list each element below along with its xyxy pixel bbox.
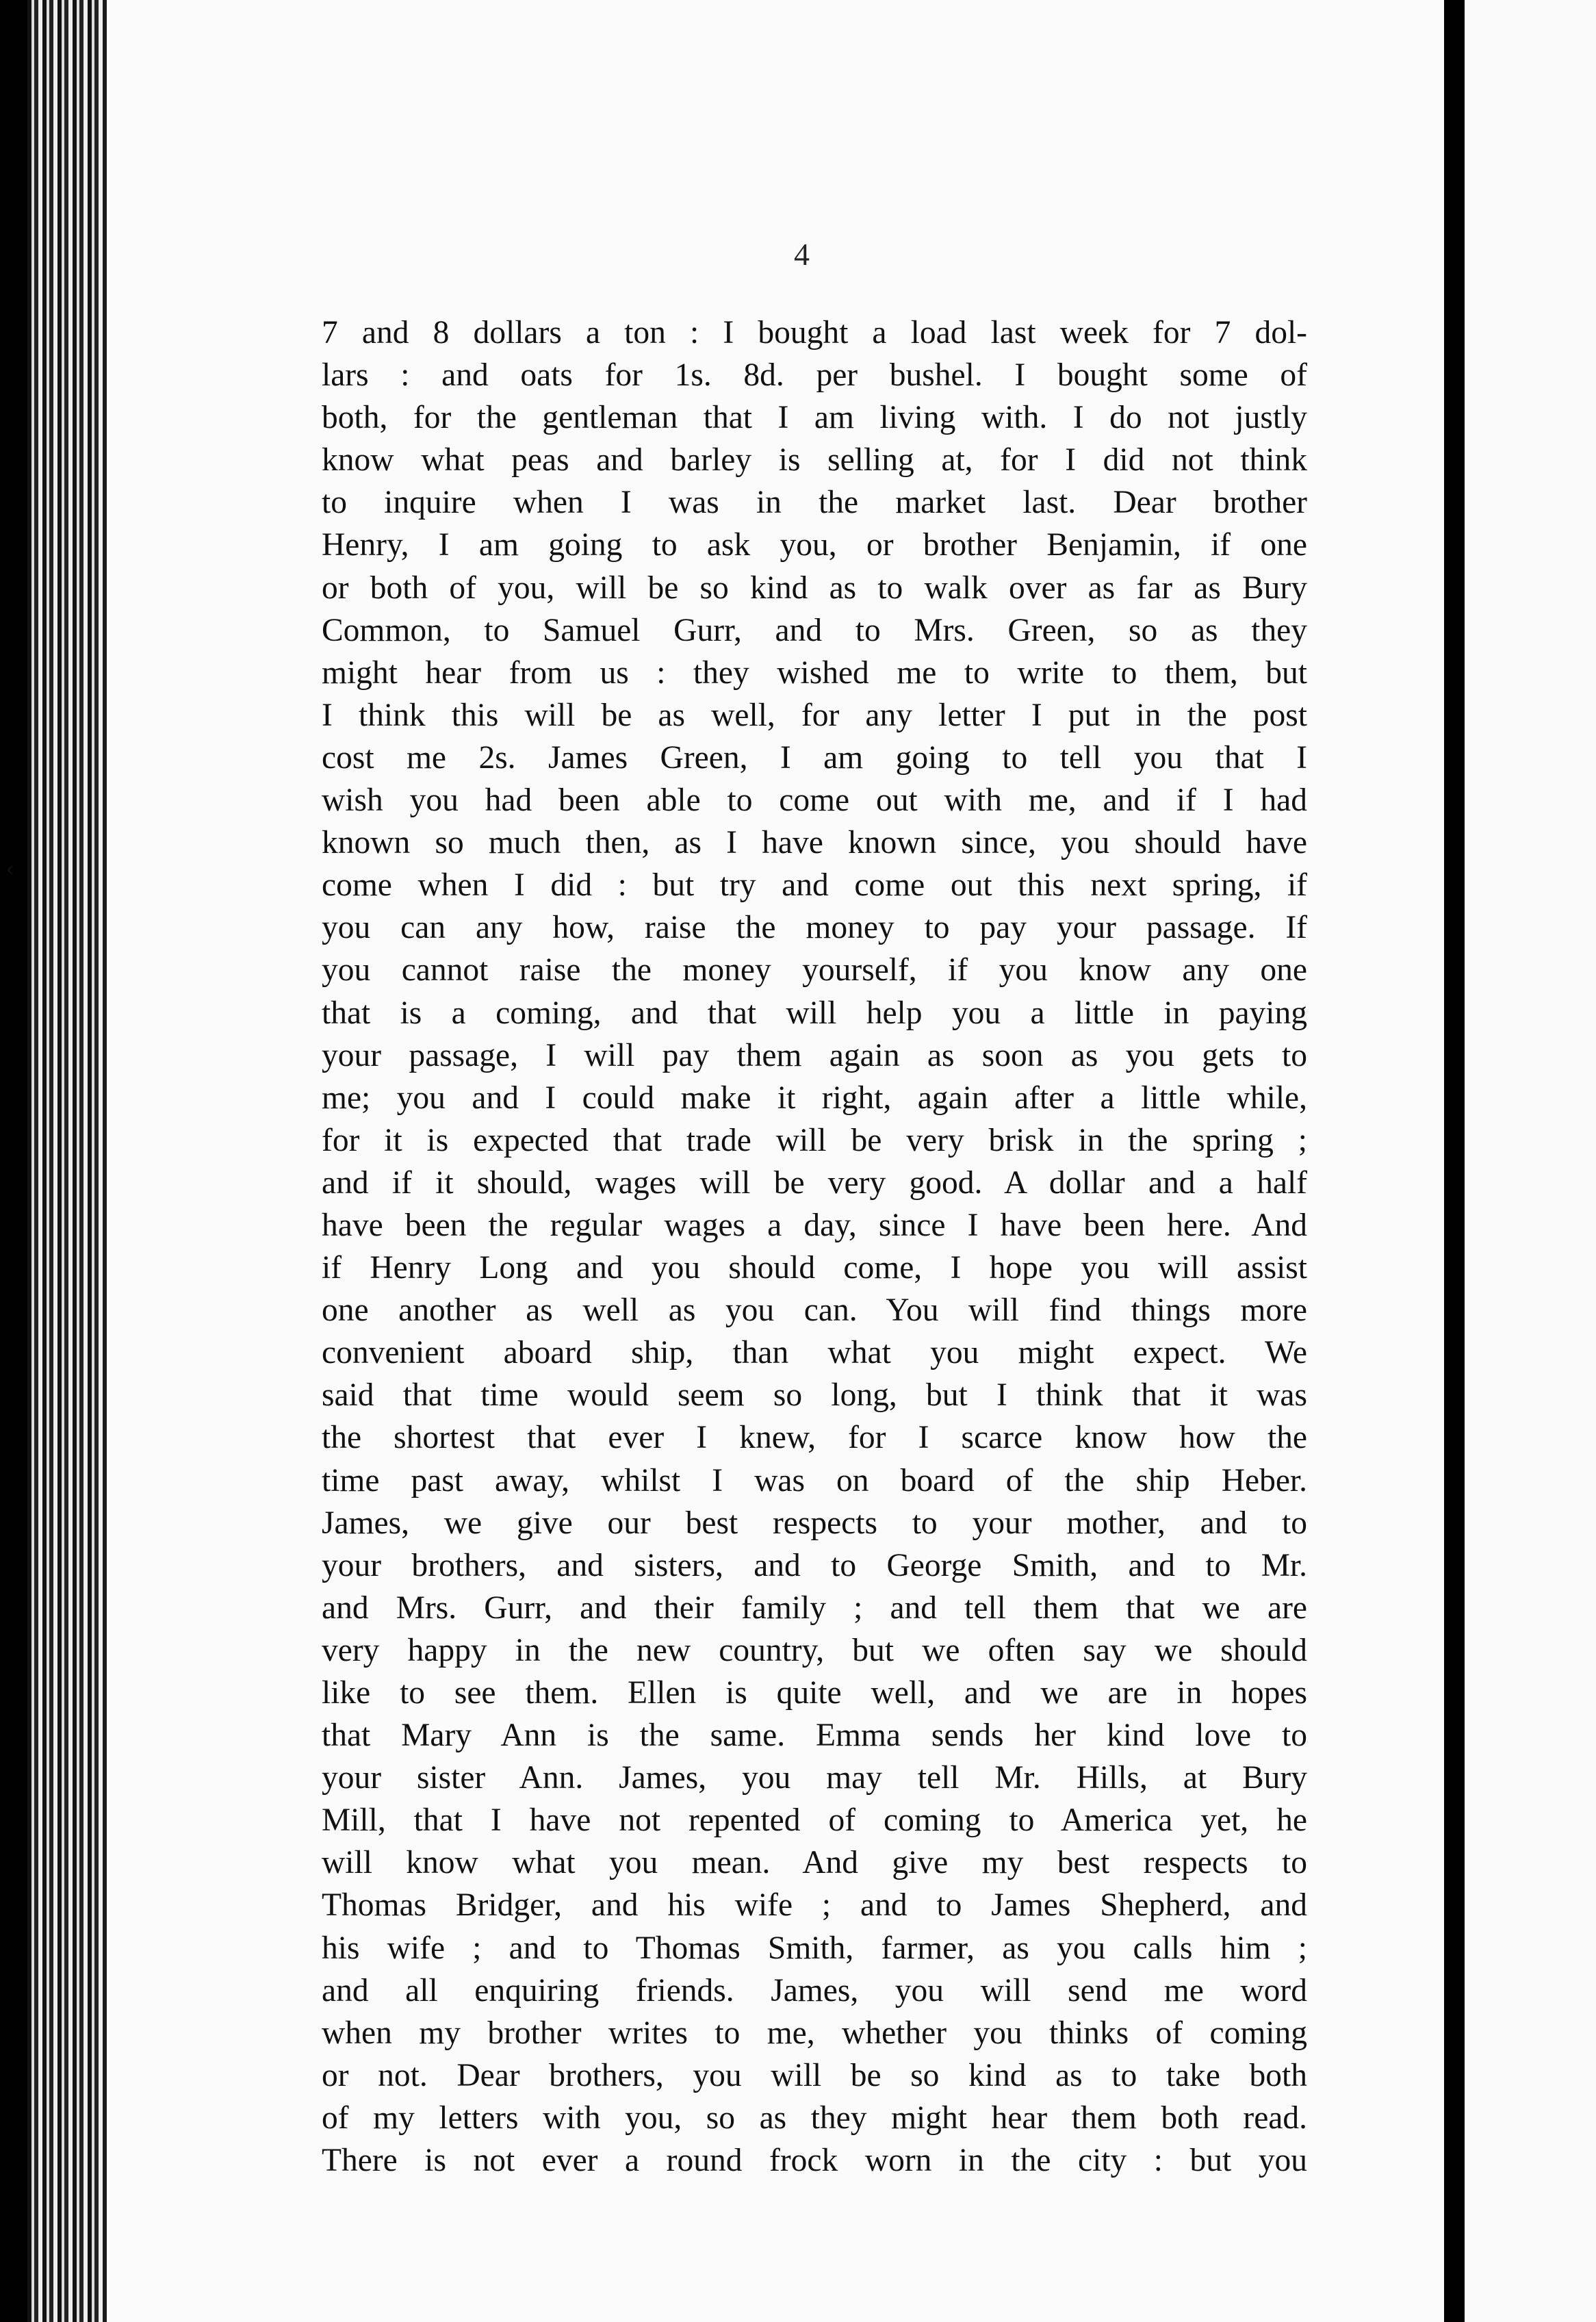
text-line: his wife ; and to Thomas Smith, farmer, as you calls him ; xyxy=(322,1930,1307,1966)
text-line: your sister Ann. James, you may tell Mr. Hills, at Bury xyxy=(322,1760,1307,1796)
text-line: and if it should, wages will be very good. A dollar and a half xyxy=(322,1164,1307,1201)
text-line: you cannot raise the money yourself, if you know any one xyxy=(322,952,1307,988)
facing-page-edge xyxy=(1465,0,1596,2322)
text-line: known so much then, as I have known since, you should have xyxy=(322,825,1307,861)
text-line: if Henry Long and you should come, I hope you will assist xyxy=(322,1250,1307,1286)
page-edges-stack xyxy=(27,0,103,2322)
text-line: lars : and oats for 1s. 8d. per bushel. I bought some of xyxy=(322,357,1307,394)
text-line: of my letters with you, so as they might hear them both read. xyxy=(322,2100,1307,2136)
text-line: have been the regular wages a day, since I have been here. And xyxy=(322,1207,1307,1243)
text-line: and all enquiring friends. James, you will send me word xyxy=(322,1972,1307,2008)
text-line: one another as well as you can. You will find things more xyxy=(322,1292,1307,1329)
text-line: me; you and I could make it right, again after a little while, xyxy=(322,1080,1307,1116)
letter-text-block xyxy=(322,311,1307,2182)
text-line: There is not ever a round frock worn in the city : but you xyxy=(322,2143,1307,2179)
text-line: for it is expected that trade will be very brisk in the spring ; xyxy=(322,1122,1307,1158)
text-line: or not. Dear brothers, you will be so kind as to take both xyxy=(322,2057,1307,2093)
text-line: convenient aboard ship, than what you might expect. We xyxy=(322,1335,1307,1371)
text-line: and Mrs. Gurr, and their family ; and tell them that we are xyxy=(322,1590,1307,1626)
text-line: Thomas Bridger, and his wife ; and to James Shepherd, and xyxy=(322,1887,1307,1924)
text-line: that is a coming, and that will help you a little in paying xyxy=(322,995,1307,1031)
text-line: said that time would seem so long, but I think that it was xyxy=(322,1377,1307,1414)
text-line: cost me 2s. James Green, I am going to tell you that I xyxy=(322,739,1307,776)
text-line: your brothers, and sisters, and to George Smith, and to Mr. xyxy=(322,1547,1307,1583)
text-line: time past away, whilst I was on board of the ship Heber. xyxy=(322,1462,1307,1498)
text-line: Henry, I am going to ask you, or brother Benjamin, if one xyxy=(322,527,1307,563)
text-line: will know what you mean. And give my best respects to xyxy=(322,1845,1307,1881)
text-line: that Mary Ann is the same. Emma sends her kind love to xyxy=(322,1718,1307,1754)
text-line: 7 and 8 dollars a ton : I bought a load last week for 7 dol- xyxy=(322,315,1307,350)
text-line: both, for the gentleman that I am living with. I do not justly xyxy=(322,400,1307,436)
text-line: or both of you, will be so kind as to walk over as far as Bury xyxy=(322,570,1307,606)
page-gutter xyxy=(1444,0,1465,2322)
text-line: your passage, I will pay them again as soon as you gets to xyxy=(322,1037,1307,1073)
text-line: know what peas and barley is selling at, for I did not think xyxy=(322,442,1307,479)
text-line: come when I did : but try and come out this next spring, if xyxy=(322,867,1307,904)
text-line: I think this will be as well, for any letter I put in the post xyxy=(322,697,1307,733)
text-line: Common, to Samuel Gurr, and to Mrs. Green, so as they xyxy=(322,612,1307,648)
text-line: when my brother writes to me, whether you thinks of coming xyxy=(322,2015,1307,2051)
text-line: to inquire when I was in the market last. Dear brother xyxy=(322,485,1307,521)
page-number: 4 xyxy=(794,237,810,272)
text-line: James, we give our best respects to your mother, and to xyxy=(322,1505,1307,1541)
text-line: wish you had been able to come out with me, and if I had xyxy=(322,782,1307,819)
text-line: Mill, that I have not repented of coming to America yet, he xyxy=(322,1802,1307,1839)
scan-left-border xyxy=(0,0,27,2322)
text-line: the shortest that ever I knew, for I scarce know how the xyxy=(322,1420,1307,1456)
margin-mark: ‹ xyxy=(5,856,15,883)
text-line: very happy in the new country, but we often say we should xyxy=(322,1632,1307,1668)
text-line: like to see them. Ellen is quite well, and we are in hopes xyxy=(322,1675,1307,1711)
text-line: you can any how, raise the money to pay your passage. If xyxy=(322,910,1307,946)
text-line: might hear from us : they wished me to write to them, but xyxy=(322,654,1307,691)
